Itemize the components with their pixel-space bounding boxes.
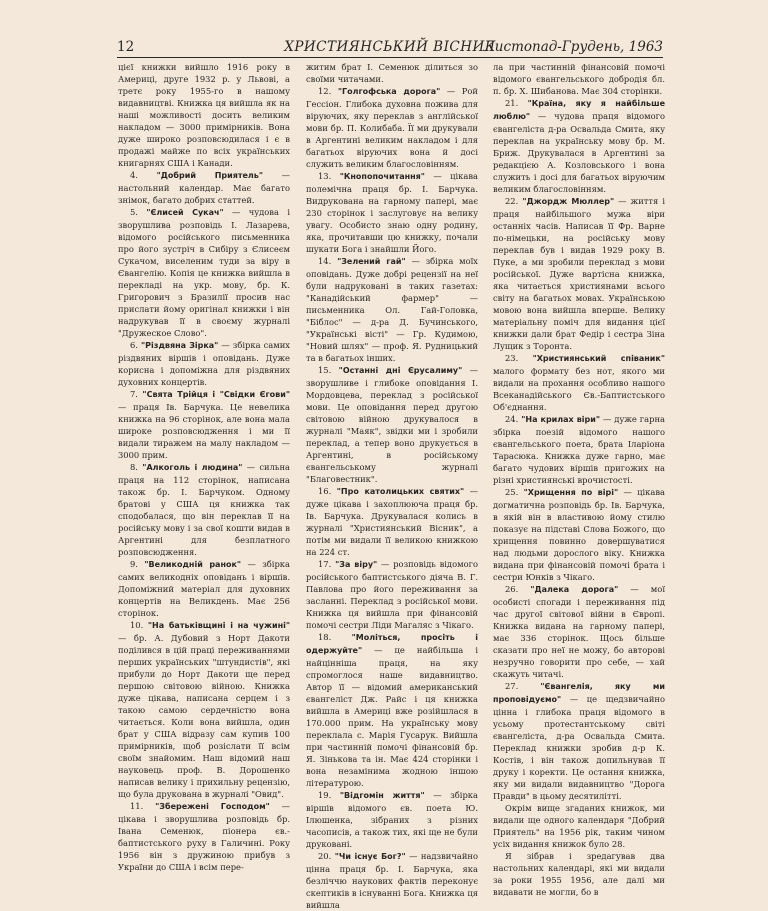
entry-title: "Єлисей Сукач" — [146, 208, 224, 217]
entry-number: 7. — [130, 389, 138, 399]
issue-date: Листопад-Грудень, 1963 — [483, 39, 663, 55]
entry-title: "Відгомін життя" — [339, 791, 425, 800]
entry-number: 25. — [505, 487, 519, 497]
entry-title: "Хрищення по вірі" — [523, 488, 619, 497]
paragraph — [493, 61, 665, 97]
paragraph — [306, 558, 478, 631]
text-column-3 — [493, 61, 666, 897]
entry-number: 13. — [318, 171, 332, 181]
entry-title: "Християнський співаник" — [532, 354, 665, 363]
paragraph — [118, 388, 290, 461]
paragraph — [493, 802, 665, 850]
entry-title: "На батьківщині і на чужині" — [147, 621, 291, 630]
entry-text: — сильна праця на 112 сторінок, написана також бр. І. Барчуком. Одному братові у США ця книжка так сподобалася, що він переклав її на російську мову і за свої кошти видав в Аргентині для безплатного розповсюдження. — [118, 462, 290, 557]
entry-text: — це щедзвичайно цінна і глибока праця відомого в усьому протестантському світі євангеліста, д-ра Освальда Смита. Переклад книжки зробив д-р К. Костів, і він також допильнував її друку і коректи. Це остання книжка, яку ми видали видавництво "Дорога Правди" в цьому десятилітті. — [493, 694, 665, 801]
entry-text: — дуже цікава і захоплююча праця бр. Ів. Барчука. Друкувалася колись в журналі "Християнський Вісник", а потім ми видали її великою книжкою на 224 ст. — [306, 486, 479, 557]
entry-text: цієї книжки вийшло 1916 року в Америці, друге 1932 р. у Львові, а третє року 1955-го в нашому видавництві. Книжка ця вийшла як на наші можливості досить великим накладом — 3000 примірників. Вона дуже широко розповсюдилася і є в продажі майже по всіх українських книгарнях США і Канади. — [118, 62, 290, 168]
entry-text: — мої особисті спогади і переживання під час другої світової війни в Європі. Книжка видана на гарному папері, має 336 сторінок. Щось більше сказати про неї не можу, бо авторові незручно говорити про себе, — хай скажуть читачі. — [493, 584, 665, 679]
entry-title: "Про католицьких святих" — [336, 487, 465, 496]
entry-title: "Різдвяна Зірка" — [141, 341, 219, 350]
paragraph — [306, 364, 478, 485]
page-header — [117, 37, 663, 58]
entry-title: "Останні дні Єрусалиму" — [338, 366, 463, 375]
entry-number: 11. — [130, 801, 144, 811]
entry-text: — розповідь відомого російського баптистського діяча В. Г. Павлова про його переживання за засланні. Переклад з російської мови. Книжка ця вийшла при фінансовій помочі сестри Ліди Магаляс з Чікаго. — [306, 559, 479, 630]
entry-text: — це найбільша і найцінніша праця, на яку спромоглося наше видавництво. Автор її — відомий американський євангеліст Дж. Райс і ця книжка вийшла в Америці вже розійшлася в 170.000 прим. На українську мову переклала с. Марія Гусарук. Вийшла при частинній помочі фінансовій бр. Я. Зінькова та ін. Має 424 сторінки і вона незамінима жодною іншою літературою. — [306, 645, 478, 788]
paragraph — [493, 352, 665, 413]
magazine-title: ХРИСТИЯНСЬКИЙ ВІСНИК — [284, 39, 496, 55]
entry-number: 24. — [505, 414, 519, 424]
entry-title: "За віру" — [335, 560, 378, 569]
paragraph — [118, 461, 290, 558]
text-column-2 — [306, 61, 479, 910]
entry-number: 6. — [130, 340, 138, 350]
paragraph — [306, 85, 478, 170]
entry-title: "Великодній ранок" — [144, 560, 242, 569]
entry-text: ла при частинній фінансовій помочі відомого євангельського добродія бл. п. бр. Х. Шибанова. Має 304 сторінки. — [493, 62, 665, 96]
entry-text: — Рой Гессіон. Глибока духовна пожива для віруючих, яку переклав з англійської мови бр. П. Колибаба. Її ми друкували в Аргентині великим накладом і для багатьох віруючих вона й досі служить великим благословінням. — [306, 86, 478, 169]
entry-number: 12. — [318, 86, 332, 96]
entry-title: "Кнопопочитання" — [339, 172, 425, 181]
text-column-1 — [118, 61, 291, 872]
entry-number: 9. — [130, 559, 138, 569]
entry-text: — дуже гарна збірка поезій відомого нашого євангельського поета, брата Іларіона Тарасюка. Книжка дуже гарно, має багато чудових віршів пригожих на різні християнські врочистості. — [493, 414, 666, 485]
entry-number: 19. — [318, 790, 332, 800]
entry-text: — збірка віршів відомого єв. поета Ю. Ілюшенка, зібраних з різних часописів, а також тих, які ще не були друковані. — [306, 790, 478, 849]
entry-text: — бр. А. Дубовий з Норт Дакоти поділився в цій праці переживаннями перших українських "штундистів", які прибули до Норт Дакоти ще перед першою світовою війною. Книжка дуже цікава, написана серцем і з такою самою сердечністю вона читається. Коли вона вийшла, один брат у США відразу сам купив 100 примірників, щоб розіслати її всім своїм знайомим. Наш відомий наш науковець проф. В. Дорошенко написав велику і прихильну рецензію, що була друкована в журналі "Овид". — [118, 633, 290, 799]
page-number: 12 — [117, 39, 135, 55]
entry-number: 5. — [130, 207, 138, 217]
entry-title: "Чи існує Бог?" — [334, 852, 406, 861]
paragraph — [118, 800, 290, 873]
paragraph — [118, 61, 290, 169]
entry-number: 17. — [318, 559, 332, 569]
entry-title: "Зелений гай" — [337, 257, 406, 266]
paragraph — [493, 486, 665, 583]
entry-text: — збірка самих різдвяних віршів і оповідань. Дуже корисна і допоміжна для різдвяних духовних концертів. — [118, 340, 290, 387]
entry-number: 18. — [318, 632, 332, 642]
paragraph — [493, 850, 665, 898]
entry-title: "Добрий Приятель" — [156, 171, 264, 180]
paragraph — [118, 339, 290, 388]
entry-text: — зворушливе і глибоке оповідання І. Мордовцева, переклад з російської мови. Це оповідання перед другою світовою війною друкувалося в журналі "Маяк", звідки ми і зробили переклад, а тепер воно друкується в Аргентині, в російському євангельському журналі "Благовестник". — [306, 365, 478, 484]
entry-title: "Голгофська дорога" — [337, 87, 441, 96]
paragraph — [306, 255, 478, 364]
entry-number: 16. — [318, 486, 332, 496]
entry-title: "Євангелія, яку ми проповідуємо" — [493, 682, 666, 704]
entry-number: 26. — [505, 584, 519, 594]
entry-text: — чудова праця відомого євангеліста д-ра Освальда Смита, яку переклав на українську мову бр. М. Бриж. Друкувалася в Аргентині за редакцією А. Козловського і вона служить і досі для багатьох віруючим великим благословінням. — [493, 111, 665, 194]
entry-text: житим брат І. Семенюк ділиться зо своїми читачами. — [306, 62, 478, 84]
paragraph — [493, 195, 665, 352]
paragraph — [306, 485, 478, 558]
entry-number: 20. — [318, 851, 332, 861]
entry-text: малого формату без нот, якого ми видали на прохання особливо нашого Всеканадійського Єв.-Баптистського Об'єднання. — [493, 366, 665, 412]
paragraph — [306, 61, 478, 85]
entry-title: "На крилах віри" — [521, 415, 601, 424]
entry-text: — цікава і зворушлива розповідь бр. Івана Семенюк, піонера єв.-баптистського руху в Галичині. Року 1956 він з дружиною прибув з України до США і всім пере- — [118, 801, 291, 872]
entry-text: — збірка самих великодніх оповідань і віршів. Допоміжний матеріал для духовних концертів на Великдень. Має 256 сторінок. — [118, 559, 290, 618]
entry-text: — цікава полемічна праця бр. І. Барчука. Видрукована на гарному папері, має 230 сторінок і заслуговує на велику увагу. Особисто знаю одну родину, яка, прочитавши цю книжку, почали шукати Бога і знайшли Його. — [306, 171, 479, 254]
entry-number: 22. — [505, 196, 519, 206]
entry-number: 27. — [505, 681, 519, 691]
entry-title: "Збережені Господом" — [155, 802, 270, 811]
entry-number: 23. — [505, 353, 519, 363]
entry-text: — праця Ів. Барчука. Це невелика книжка на 96 сторінок, але вона мала широке розповсюдження і ми її видали тиражем на малу накладом — 3000 прим. — [118, 402, 290, 460]
entry-title: "Моліться, просіть і одержуйте" — [306, 633, 478, 655]
entry-text: — настольний календар. Має багато знімок, багато добрих статтей. — [118, 170, 290, 205]
paragraph — [118, 619, 290, 800]
entry-text: Окрім вище згаданих книжок, ми видали ще одного календаря "Добрий Приятель" на 1956 рік, таким чином усіх видання книжок було 28. — [493, 803, 665, 849]
entry-text: — життя і праця найбільшого мужа віри останніх часів. Написав її Фр. Варне по-німецьки, на російську мову переклав був і видав 1929 року В. Пуке, а ми зробили переклад з мови російської. Дуже вартісна книжка, яка читається християнами всього світу на багатьох мовах. Українською мовою вона вийшла вперше. Велику матеріальну поміч для видання цієї книжки дали брат Федір і сестра Зіна Лущик з Торонта. — [493, 196, 665, 351]
entry-title: "Далека дорога" — [530, 585, 619, 594]
paragraph — [493, 413, 665, 486]
paragraph — [118, 558, 290, 619]
entry-number: 8. — [130, 462, 138, 472]
entry-number: 10. — [130, 620, 144, 630]
paragraph — [306, 850, 478, 911]
entry-title: "Джордж Мюллер" — [522, 197, 615, 206]
entry-title: "Країна, яку я найбільше люблю" — [493, 99, 665, 121]
entry-number: 14. — [318, 256, 332, 266]
entry-title: "Алкоголь і людина" — [142, 463, 243, 472]
paragraph — [118, 206, 290, 339]
paragraph — [306, 170, 478, 255]
paragraph — [306, 631, 478, 789]
entry-text: Я зібрав і зредагував два настольних календарі, які ми видали за роки 1955 1956, але далі ми видавати не могли, бо в — [493, 851, 665, 897]
entry-title: "Свята Трійця і "Свідки Єгови" — [142, 390, 290, 399]
entry-text: — збірка моїх оповідань. Дуже добрі рецензії на неї були надруковані в таких газетах: "Канадійський фармер" — письменника Ол. Гай-Головка, "Біблос" — д-ра Д. Бучинського, "Українські вісті" — Гр. Кудимою, "Новий шлях" — проф. Я. Рудницький та в багатьох інших. — [306, 256, 479, 363]
paragraph — [493, 583, 665, 680]
paragraph — [493, 97, 665, 195]
entry-number: 21. — [505, 98, 519, 108]
paragraph — [306, 789, 478, 850]
entry-text: — надзвичайно цінна праця бр. І. Барчука, яка безліччю наукових фактів переконує скептиків в існуванні Бога. Книжка ця вийшла — [306, 851, 478, 910]
entry-number: 15. — [318, 365, 332, 375]
paragraph — [118, 169, 290, 206]
paragraph — [493, 680, 665, 802]
entry-text: — чудова і зворушлива розповідь І. Лазарева, відомого російського письменника про його зустріч в Сибіру з Єлисеєм Сукачом, виселеним туди за віру в Євангелію. Копія це книжка вийшла в перекладі на укр. мову, бр. К. Григорович з Бразилії просив нас прислати йому оригінал книжки і він надрукував її в своєму журналі "Дружеское Слово". — [118, 207, 290, 338]
entry-number: 4. — [130, 170, 138, 180]
entry-text: — цікава догматична розповідь бр. Ів. Барчука, в якій він в властивою йому стилю показує на підставі Слова Божого, що хрищення повинно довершуватися над людьми дорослого віку. Книжка видана при фінансовій помочі брата і сестри Юнків з Чікаго. — [493, 487, 666, 582]
